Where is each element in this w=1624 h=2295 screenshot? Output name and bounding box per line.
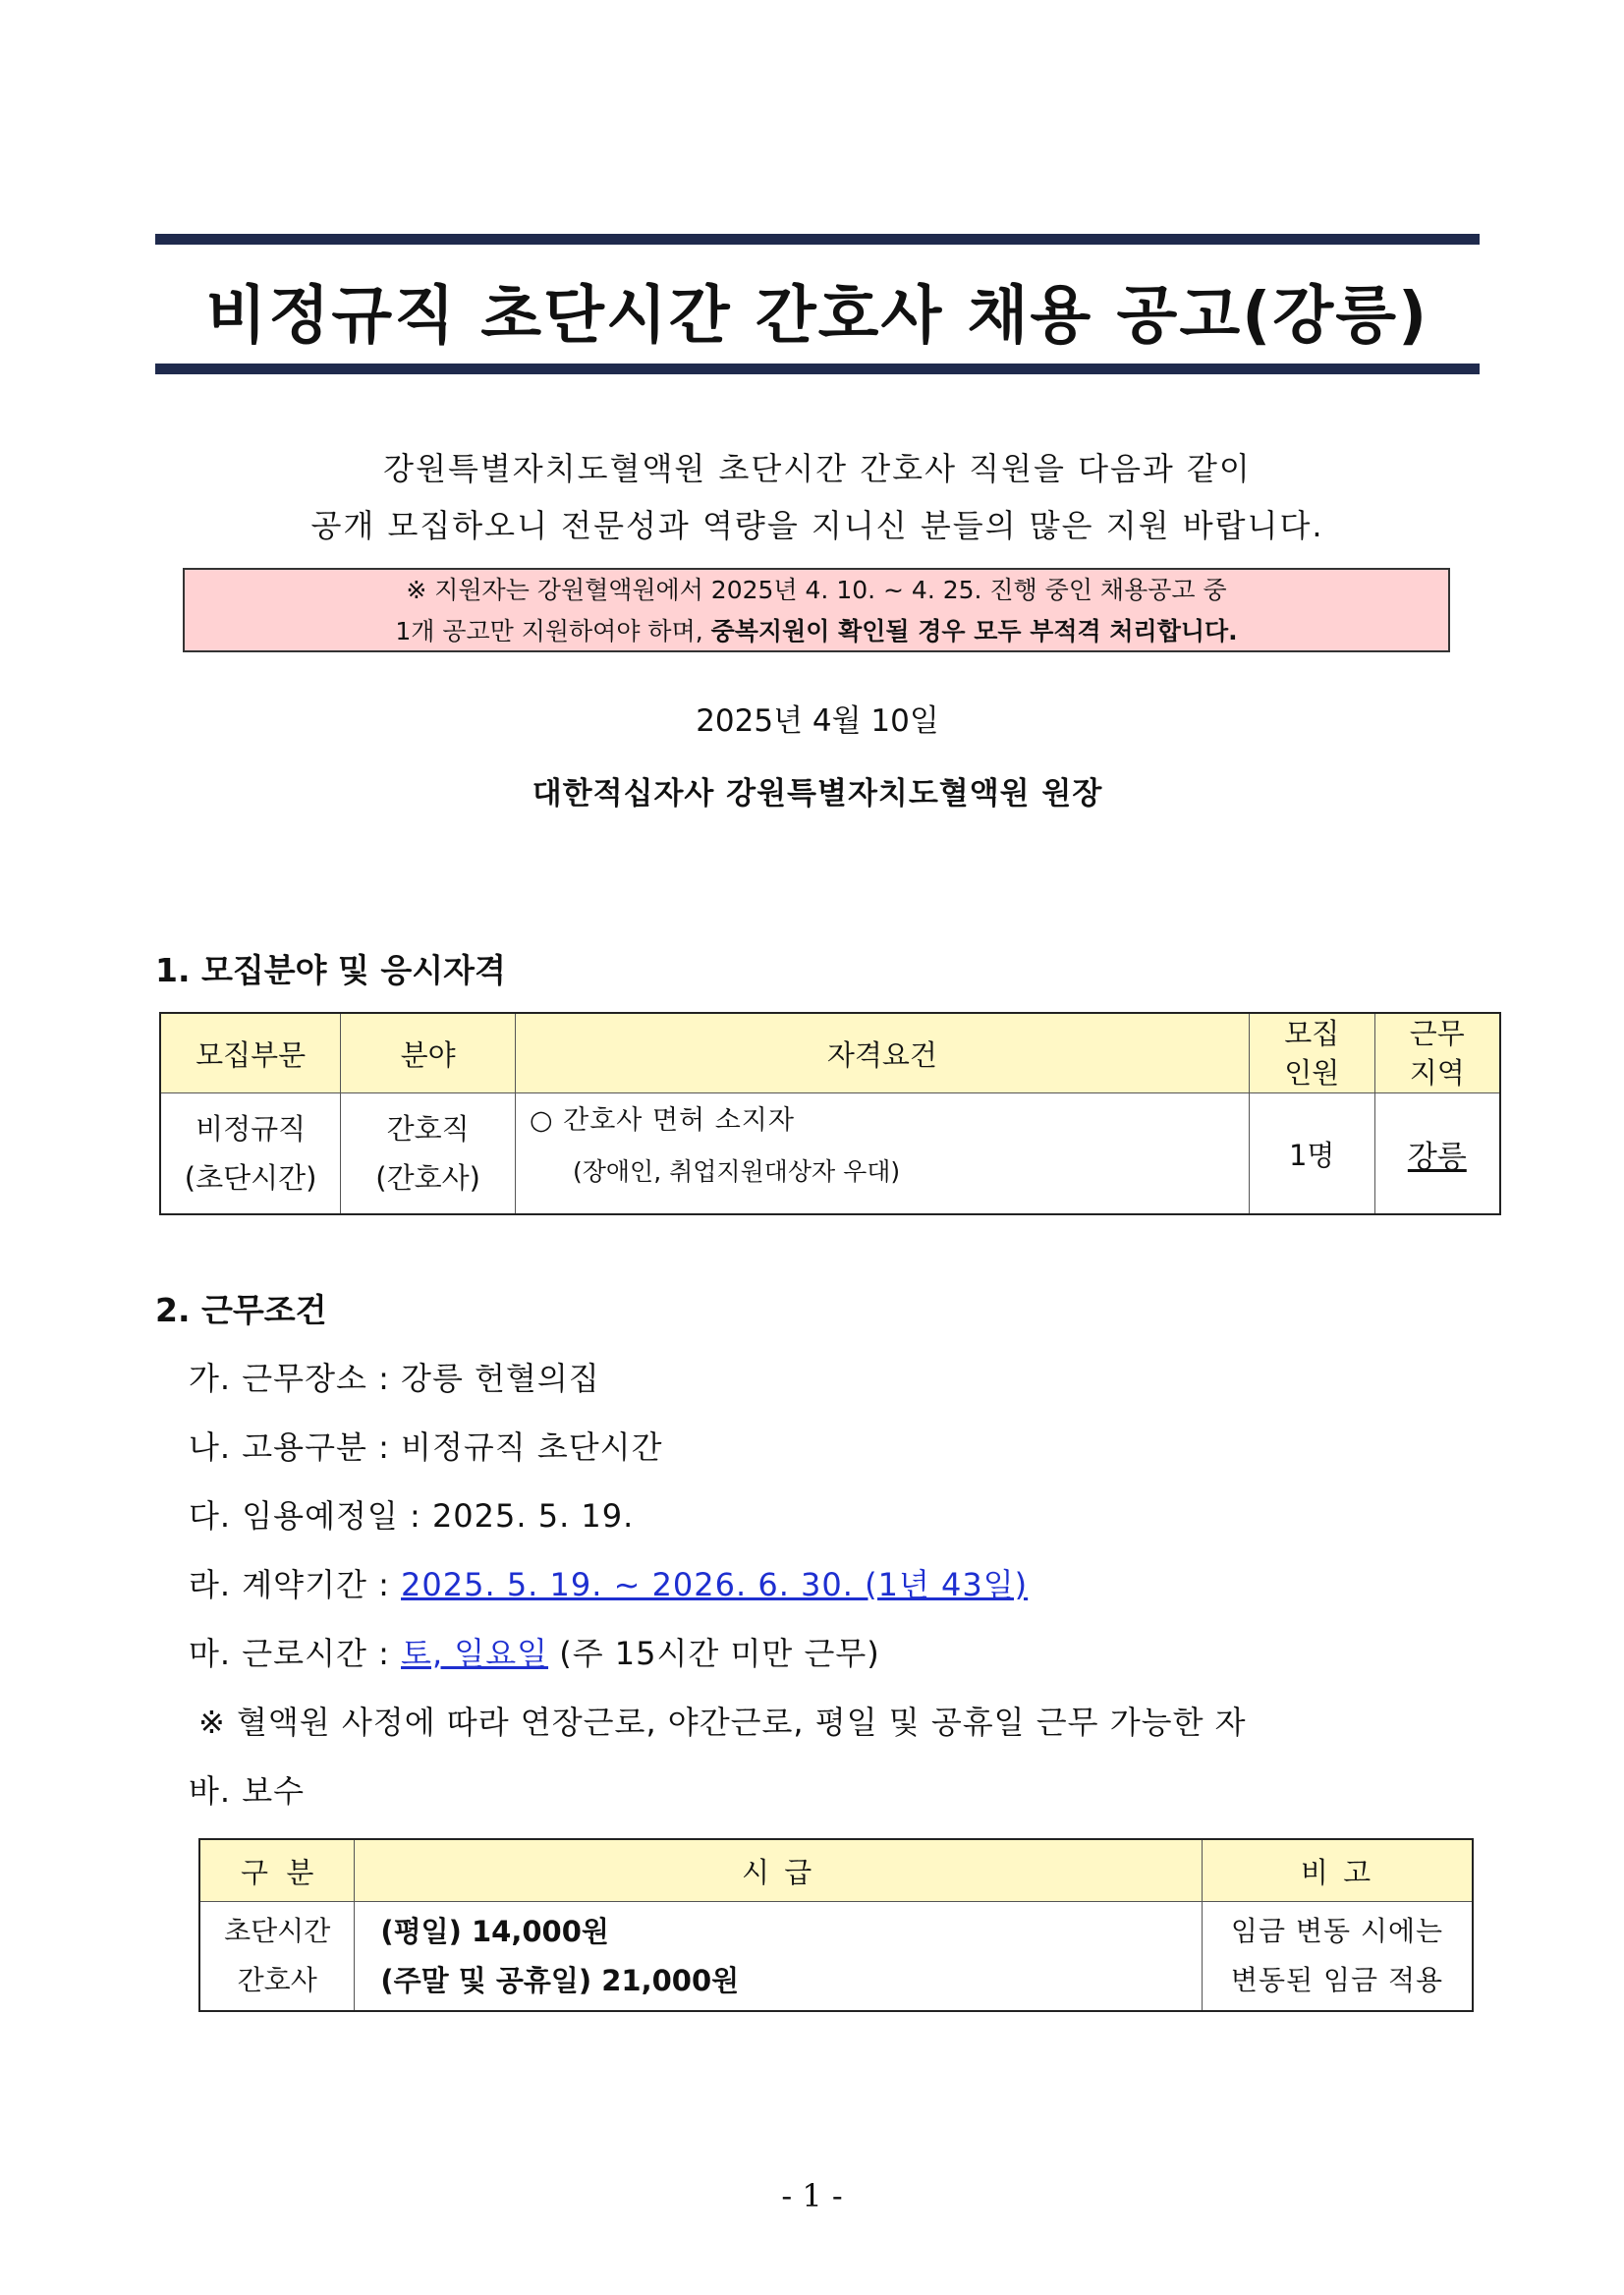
contract-period-label: 라. 계약기간 : xyxy=(189,1566,402,1603)
contract-period-value: 2025. 5. 19. ~ 2026. 6. 30. (1년 43일) xyxy=(401,1566,1029,1603)
field-line-1: 간호직 xyxy=(386,1112,470,1146)
intro-line-1: 강원특별자치도혈액원 초단시간 간호사 직원을 다음과 같이 xyxy=(383,450,1252,487)
header-region-line-1: 근무 xyxy=(1409,1017,1465,1050)
pay-table xyxy=(198,1838,1474,2012)
remarks-line-1: 임금 변동 시에는 xyxy=(1230,1915,1444,1947)
notice-line-2 xyxy=(185,611,1448,652)
title-rule-bottom xyxy=(155,364,1480,374)
header-count-line-1: 모집 xyxy=(1284,1017,1340,1050)
start-date: 다. 임용예정일 : 2025. 5. 19. xyxy=(189,1497,635,1535)
header-count xyxy=(1249,1013,1374,1093)
header-region-line-2: 지역 xyxy=(1409,1056,1465,1090)
notice-line-2-normal: 1개 공고만 지원하여야 하며, xyxy=(395,617,711,645)
qualification-line-1: ○ 간호사 면허 소지자 xyxy=(529,1105,795,1136)
cell-qualification xyxy=(515,1093,1249,1215)
pay-heading: 바. 보수 xyxy=(189,1772,306,1810)
working-hours xyxy=(189,1629,880,1674)
notice-line-2-bold: 중복지원이 확인될 경우 모두 부적격 처리합니다. xyxy=(710,617,1238,645)
cell-region: 강릉 xyxy=(1374,1093,1500,1215)
work-location: 가. 근무장소 : 강릉 헌혈의집 xyxy=(189,1360,600,1397)
field-line-2: (간호사) xyxy=(375,1161,480,1195)
header-field: 분야 xyxy=(341,1013,516,1093)
contract-period xyxy=(189,1560,1028,1605)
cell-division xyxy=(160,1093,341,1215)
announcement-date: 2025년 4월 10일 xyxy=(696,703,939,739)
division-line-2: (초단시간) xyxy=(184,1161,317,1195)
page-number: - 1 - xyxy=(781,2177,843,2214)
header-division: 모집부문 xyxy=(160,1013,341,1093)
cell-count: 1명 xyxy=(1249,1093,1374,1215)
header-hourly: 시 급 xyxy=(355,1839,1203,1902)
header-remarks: 비 고 xyxy=(1202,1839,1473,1902)
notice-line-1: ※ 지원자는 강원혈액원에서 2025년 4. 10. ~ 4. 25. 진행 중인 채용공고 중 xyxy=(406,576,1227,604)
recruitment-table-header xyxy=(160,1013,1500,1093)
header-count-line-2: 인원 xyxy=(1284,1056,1340,1090)
category-line-1: 초단시간 xyxy=(224,1915,331,1947)
division-line-1: 비정규직 xyxy=(196,1112,307,1146)
working-hours-label: 마. 근로시간 : xyxy=(189,1635,402,1672)
page-title: 비정규직 초단시간 간호사 채용 공고(강릉) xyxy=(205,280,1429,353)
section-2-heading: 2. 근무조건 xyxy=(155,1291,327,1329)
pay-table-header xyxy=(199,1839,1473,1902)
working-hours-rest: (주 15시간 미만 근무) xyxy=(548,1635,880,1672)
cell-remarks xyxy=(1202,1902,1473,2012)
issuer: 대한적십자사 강원특별자치도혈액원 원장 xyxy=(532,776,1103,812)
qualification-line-2: (장애인, 취업지원대상자 우대) xyxy=(572,1157,901,1186)
cell-hourly-wage xyxy=(355,1902,1203,2012)
header-category: 구 분 xyxy=(199,1839,355,1902)
remarks-line-2: 변동된 임금 적용 xyxy=(1230,1964,1444,1996)
employment-type: 나. 고용구분 : 비정규직 초단시간 xyxy=(189,1428,663,1466)
table-row xyxy=(199,1902,1473,2012)
duplicate-application-notice xyxy=(183,568,1450,652)
cell-field xyxy=(341,1093,516,1215)
title-rule-top xyxy=(155,234,1480,245)
table-row xyxy=(160,1093,1500,1215)
section-1-heading: 1. 모집분야 및 응시자격 xyxy=(155,951,506,989)
intro-line-2: 공개 모집하오니 전문성과 역량을 지니신 분들의 많은 지원 바랍니다. xyxy=(310,507,1324,544)
cell-category xyxy=(199,1902,355,2012)
header-region xyxy=(1374,1013,1500,1093)
working-hours-value: 토, 일요일 xyxy=(401,1635,549,1672)
weekend-wage: (주말 및 공휴일) 21,000원 xyxy=(380,1964,740,1997)
weekday-wage: (평일) 14,000원 xyxy=(380,1915,609,1948)
category-line-2: 간호사 xyxy=(237,1964,317,1996)
header-qualification: 자격요건 xyxy=(515,1013,1249,1093)
recruitment-table xyxy=(159,1012,1501,1215)
overtime-note: ※ 혈액원 사정에 따라 연장근로, 야간근로, 평일 및 공휴일 근무 가능한 자 xyxy=(198,1704,1247,1741)
